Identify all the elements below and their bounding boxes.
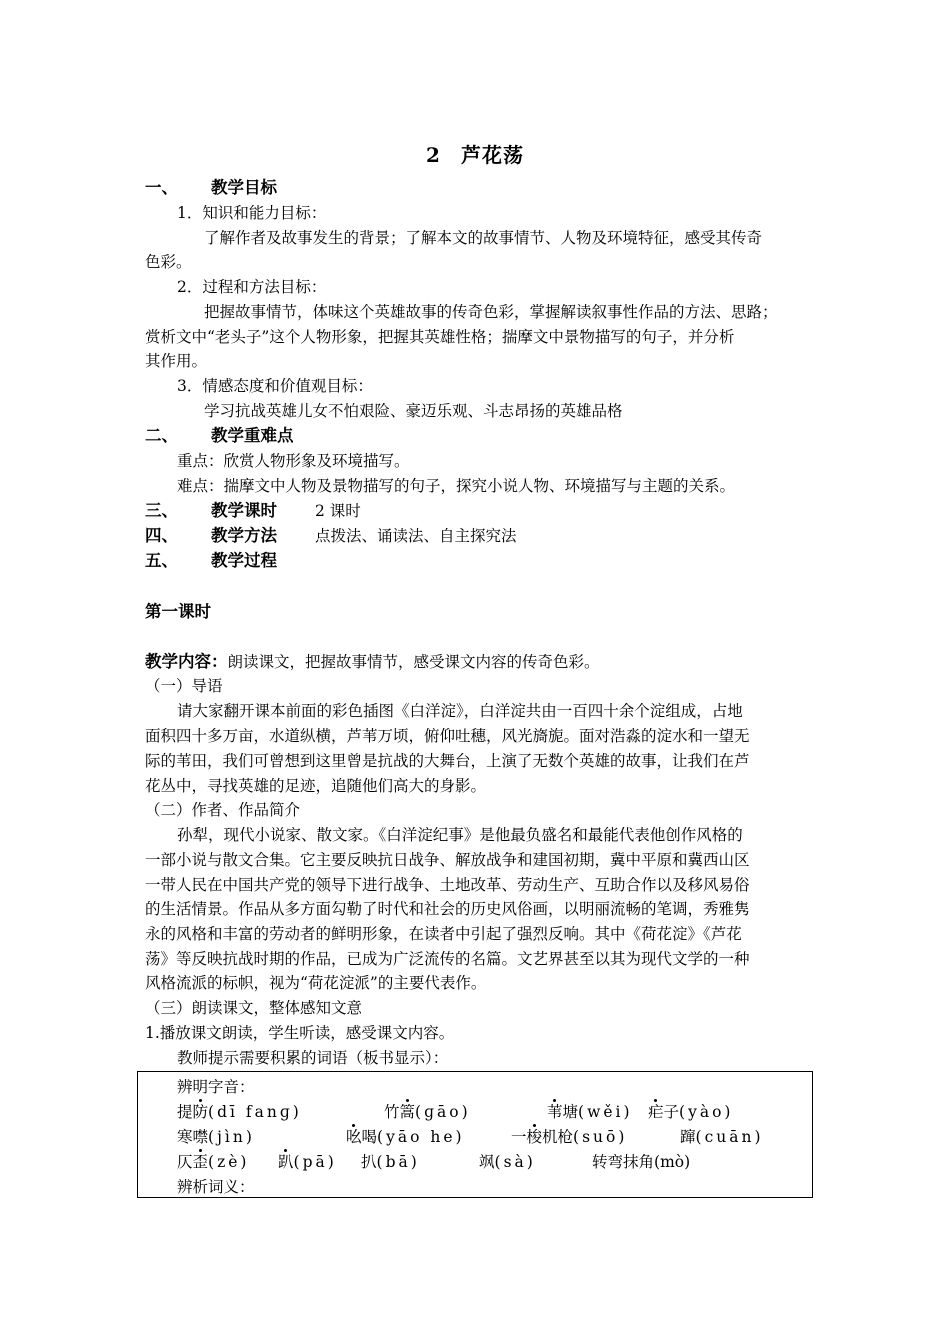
vocab-pinyin: (yào)	[679, 1103, 734, 1121]
hours-value: 2 课时	[315, 502, 361, 520]
vocab-pinyin: (zè)	[208, 1153, 250, 1171]
section-heading-key-points	[145, 424, 294, 448]
vocab-item	[680, 1125, 764, 1149]
vocab-char-marked: 篙	[399, 1103, 416, 1121]
vocab-pinyin: (pā)	[293, 1153, 337, 1171]
goal-1-label: 1．知识和能力目标：	[177, 204, 327, 222]
goal-2-label: 2．过程和方法目标：	[177, 278, 327, 296]
meaning-label: 辨析词义：	[177, 1178, 255, 1196]
paragraph-line: 的生活情景。作品从多方面勾勒了时代和社会的历史风俗画，以明丽流畅的笔调，秀雅隽	[145, 900, 750, 918]
vocab-char-marked: 疟	[648, 1103, 664, 1121]
vocab-item	[361, 1150, 420, 1174]
methods-value: 点拨法、诵读法、自主探究法	[315, 527, 517, 545]
vocab-char: 转弯抹	[592, 1153, 639, 1171]
paragraph-line: 一带人民在中国共产党的领导下进行战争、土地改革、劳动生产、互助合作以及移风易俗	[145, 876, 750, 894]
vocab-char-marked: 歪	[192, 1153, 209, 1171]
paragraph-line: 荡》等反映抗战时期的作品，已成为广泛流传的名篇。文艺界甚至以其为现代文学的一种	[145, 950, 750, 968]
vocab-item	[511, 1125, 627, 1149]
paragraph-line: 风格流派的标帜，视为“荷花淀派”的主要代表作。	[145, 974, 487, 992]
vocab-item	[479, 1150, 536, 1174]
paragraph-line: 请大家翻开课本前面的彩色插图《白洋淀》，白洋淀共由一百四十余个淀组成，占地	[177, 702, 743, 720]
section-heading-process	[145, 549, 277, 573]
focus-text: 重点：欣赏人物形象及环境描写。	[177, 452, 410, 470]
vocab-pinyin: (mò)	[654, 1153, 691, 1171]
goal-2-line: 赏析文中“老头子”这个人物形象，把握其英雄性格；揣摩文中景物描写的句子，并分析	[145, 328, 735, 346]
vocab-pinyin: (cuān)	[695, 1128, 764, 1146]
vocab-char: 塘	[562, 1103, 579, 1121]
section-heading-hours	[145, 499, 361, 523]
vocab-char-marked: 梭	[526, 1128, 543, 1146]
section-number: 一、	[145, 178, 178, 197]
vocab-item	[648, 1100, 733, 1124]
section-number: 二、	[145, 426, 178, 445]
section-title: 教学课时	[211, 501, 277, 520]
vocab-char-marked: 趴	[278, 1153, 294, 1171]
vocab-char: 一	[511, 1128, 527, 1146]
paragraph-line: 花丛中，寻找英雄的足迹，追随他们高大的身影。	[145, 777, 487, 795]
vocab-item	[592, 1150, 690, 1174]
paragraph-line: 面积四十多万亩，水道纵横，芦苇万顷，俯仰吐穗，风光旖旎。面对浩淼的淀水和一望无	[145, 727, 750, 745]
section-number: 四、	[145, 526, 178, 545]
part-2-heading: （二）作者、作品简介	[145, 801, 301, 819]
goal-2-line: 其作用。	[145, 352, 208, 370]
vocab-char: 仄	[177, 1153, 193, 1171]
pronunciation-label: 辨明字音：	[177, 1078, 255, 1096]
part-3-heading: （三）朗读课文，整体感知文意	[145, 999, 363, 1017]
goal-1-line: 了解作者及故事发生的背景；了解本文的故事情节、人物及环境特征，感受其传奇	[204, 229, 763, 247]
vocab-item	[346, 1125, 465, 1149]
difficulty-text: 难点：揣摩文中人物及景物描写的句子，探究小说人物、环境描写与主题的关系。	[177, 477, 736, 495]
goal-2-line: 把握故事情节，体味这个英雄故事的传奇色彩，掌握解读叙事性作品的方法、思路；	[204, 303, 778, 321]
goal-3-label: 3．情感态度和价值观目标：	[177, 377, 373, 395]
vocab-item	[547, 1100, 633, 1124]
vocab-pinyin: (ɡāo)	[415, 1103, 471, 1121]
document-title	[0, 139, 950, 168]
vocab-pinyin: (sà)	[494, 1153, 536, 1171]
vocab-char: 飒	[479, 1153, 495, 1171]
vocab-char: 蹿	[680, 1128, 696, 1146]
goal-1-line: 色彩。	[145, 253, 192, 271]
title-text: 芦花荡	[460, 143, 524, 167]
lesson-heading: 第一课时	[145, 602, 211, 621]
vocab-char: 噤	[192, 1128, 209, 1146]
paragraph-line: 一部小说与散文合集。它主要反映抗日战争、解放战争和建国初期，冀中平原和冀西山区	[145, 851, 750, 869]
vocab-char-marked: 吆	[346, 1128, 362, 1146]
paragraph-line: 际的苇田，我们可曾想到这里曾是抗战的大舞台，上演了无数个英雄的故事，让我们在芦	[145, 752, 750, 770]
content-label: 教学内容：	[145, 652, 228, 671]
vocab-pinyin: (jìn)	[208, 1128, 255, 1146]
vocab-char: 机枪	[542, 1128, 574, 1146]
part-1-heading: （一）导语	[145, 677, 223, 695]
vocab-item	[177, 1100, 302, 1124]
section-heading-methods	[145, 524, 517, 548]
section-title: 教学重难点	[211, 426, 294, 445]
goal-3-line: 学习抗战英雄儿女不怕艰险、豪迈乐观、斗志昂扬的英雄品格	[204, 402, 623, 420]
section-title: 教学方法	[211, 526, 277, 545]
vocab-char: 角	[638, 1153, 655, 1171]
section-title: 教学过程	[211, 551, 277, 570]
vocab-char: 扒	[361, 1153, 377, 1171]
section-number: 三、	[145, 501, 178, 520]
section-title: 教学目标	[211, 178, 277, 197]
vocab-item	[384, 1100, 471, 1124]
section-heading-goals	[145, 176, 277, 200]
vocab-char: 竹	[384, 1103, 400, 1121]
paragraph-line: 永的风格和丰富的劳动者的鲜明形象，在读者中引起了强烈反响。其中《荷花淀》《芦花	[145, 925, 742, 943]
vocab-char: 寒	[177, 1128, 193, 1146]
paragraph-line: 孙犁，现代小说家、散文家。《白洋淀纪事》是他最负盛名和最能代表他创作风格的	[177, 826, 743, 844]
step-1-text: 1.播放课文朗读，学生听读，感受课文内容。	[145, 1024, 455, 1042]
board-hint: 教师提示需要积累的词语（板书显示）：	[177, 1049, 449, 1067]
vocab-char: 提	[177, 1103, 193, 1121]
vocab-pinyin: (dī fanɡ)	[208, 1103, 302, 1121]
vocab-char-marked: 苇	[547, 1103, 563, 1121]
lesson-content	[145, 650, 600, 674]
vocab-pinyin: (suō)	[573, 1128, 628, 1146]
title-number: 2	[426, 143, 441, 167]
vocab-item	[278, 1150, 337, 1174]
vocab-char: 喝	[361, 1128, 378, 1146]
section-number: 五、	[145, 551, 178, 570]
vocab-item	[177, 1150, 249, 1174]
content-text: 朗读课文，把握故事情节，感受课文内容的传奇色彩。	[227, 653, 600, 671]
vocab-pinyin: (wěi)	[578, 1103, 633, 1121]
vocab-pinyin: (bā)	[376, 1153, 420, 1171]
vocab-item	[177, 1125, 255, 1149]
vocab-pinyin: (yāo he)	[377, 1128, 465, 1146]
vocab-char: 子	[663, 1103, 680, 1121]
vocab-char-marked: 防	[192, 1103, 209, 1121]
